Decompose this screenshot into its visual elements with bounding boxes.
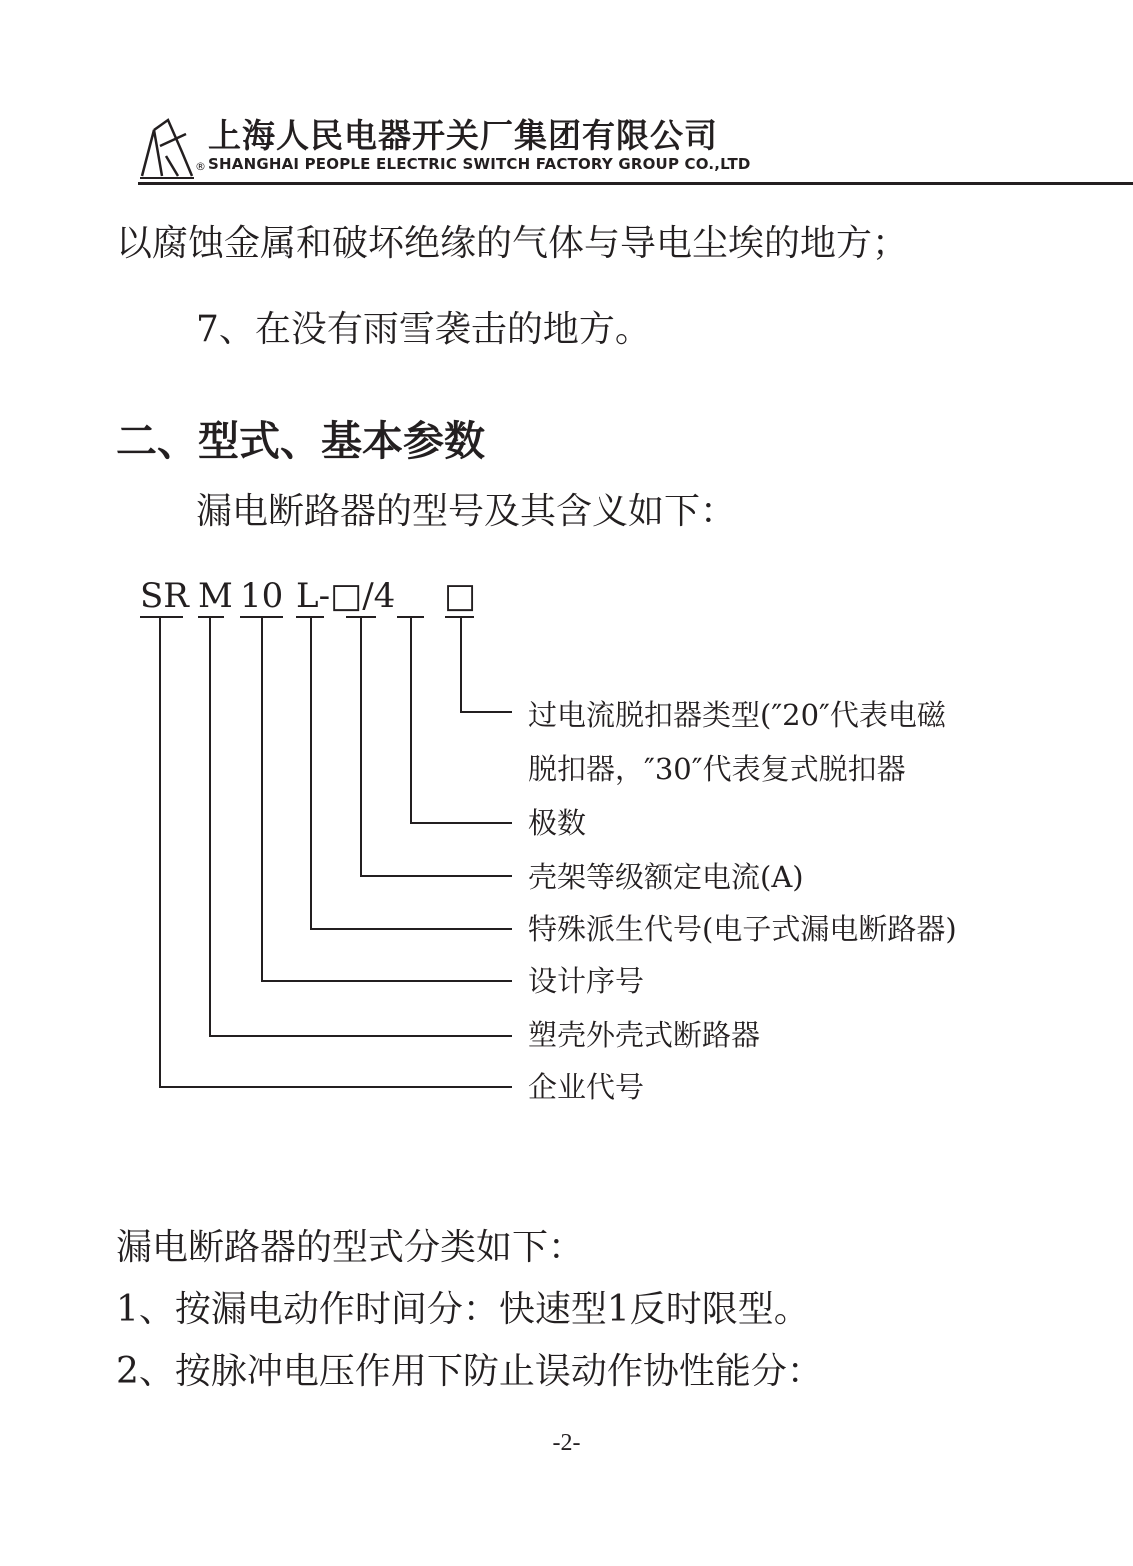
label-case-type: 塑壳外壳式断路器 — [528, 1018, 761, 1052]
company-name-english: SHANGHAI PEOPLE ELECTRIC SWITCH FACTORY GROUP CO.,LTD — [208, 155, 751, 173]
label-special-code: 特殊派生代号(电子式漏电断路器) — [528, 912, 957, 946]
model-code-part-release: □ — [444, 576, 477, 616]
model-code-part-design: 10 — [240, 576, 284, 616]
label-design-serial: 设计序号 — [528, 964, 645, 998]
page-number: -2- — [552, 1430, 581, 1456]
body-line-1: 以腐蚀金属和破坏绝缘的气体与导电尘埃的地方； — [116, 223, 909, 264]
model-code-part-type: M — [198, 576, 233, 616]
label-release-type: 过电流脱扣器类型(″20″代表电磁 — [528, 698, 946, 732]
connector-current — [361, 617, 512, 876]
section-heading: 二、型式、基本参数 — [116, 417, 485, 465]
classification-item-1: 1、按漏电动作时间分：快速型1反时限型。 — [116, 1289, 810, 1330]
classification-item-2: 2、按脉冲电压作用下防止误动作协性能分： — [116, 1351, 823, 1392]
company-name-chinese: 上海人民电器开关厂集团有限公司 — [208, 116, 718, 155]
registered-mark: ® — [195, 160, 206, 173]
model-code-part-enterprise: SR — [140, 576, 189, 616]
body-line-2: 7、在没有雨雪袭击的地方。 — [196, 309, 651, 350]
label-poles: 极数 — [528, 806, 587, 840]
connector-design — [262, 617, 512, 981]
classification-title: 漏电断路器的型式分类如下： — [116, 1227, 585, 1268]
connector-enterprise — [160, 617, 512, 1087]
label-enterprise-code: 企业代号 — [528, 1070, 645, 1104]
intro-text: 漏电断路器的型号及其含义如下： — [196, 491, 737, 532]
label-frame-current: 壳架等级额定电流(A) — [528, 860, 804, 894]
model-code-part-current-poles: L-□/4 — [296, 576, 396, 616]
connector-release — [461, 617, 512, 712]
label-release-type-cont: 脱扣器，″30″代表复式脱扣器 — [528, 752, 906, 786]
